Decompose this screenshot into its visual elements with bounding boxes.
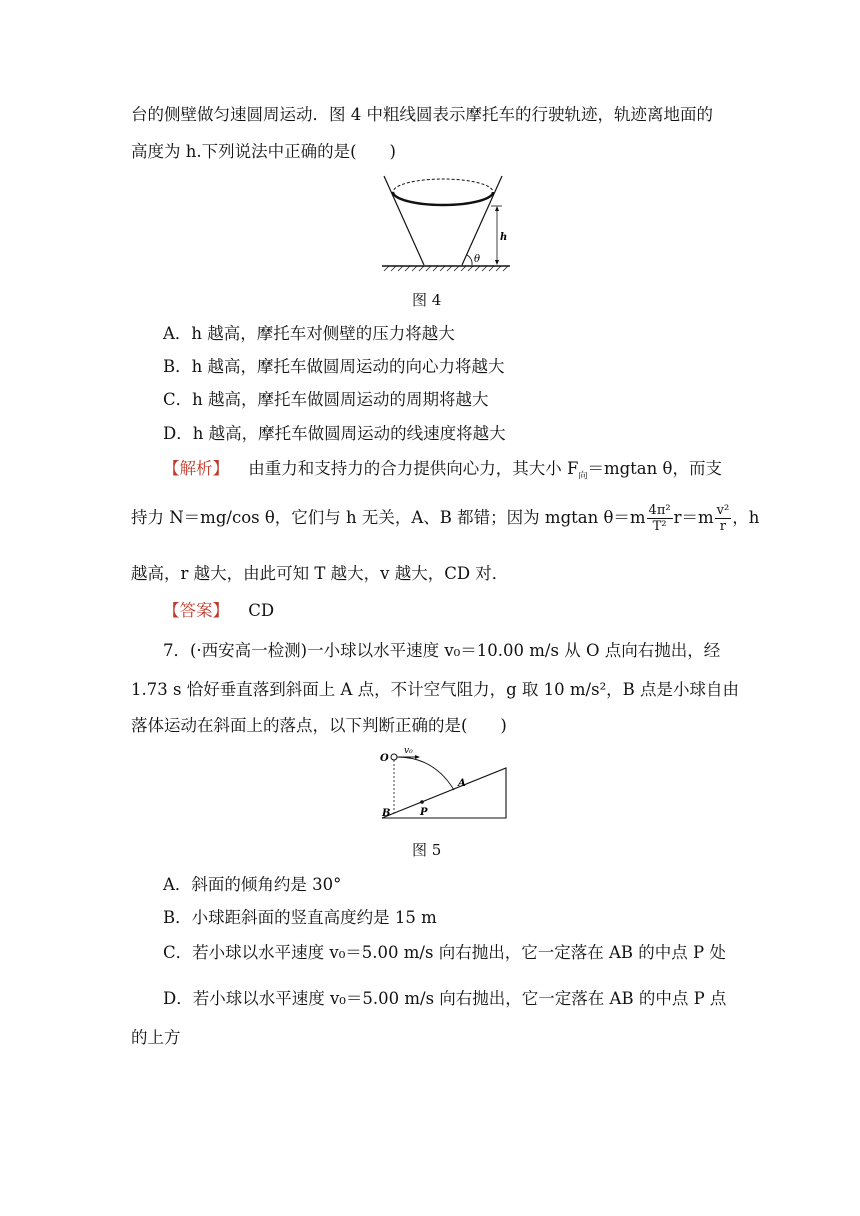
answer-tag: 【答案】 [163,601,229,620]
q6-stem-line1: 台的侧壁做匀速圆周运动．图 4 中粗线圆表示摩托车的行驶轨迹，轨迹离地面的 [131,105,713,124]
q6-option-a: A．h 越高，摩托车对侧壁的压力将越大 [163,324,455,343]
q6-option-b: B．h 越高，摩托车做圆周运动的向心力将越大 [163,357,505,376]
figure-4 [378,172,514,272]
fig5-label-v0: v₀ [404,746,413,756]
fig4-arrow-down [495,260,499,265]
fig5-label-b: B [382,808,391,819]
analysis-text1b: ＝mgtan θ，而支 [587,459,722,478]
q7-option-d-line2: 的上方 [131,1028,181,1047]
q7-stem-line2: 1.73 s 恰好垂直落到斜面上 A 点，不计空气阻力，g 取 10 m/s²，B 点是小球自由 [131,680,740,699]
figure-5 [374,742,512,822]
fraction-v2-r: $\frac{\text{v²}}{r}$ [716,503,730,534]
fig5-arrow-head [415,755,420,759]
q6-option-c: C．h 越高，摩托车做圆周运动的周期将越大 [163,390,489,409]
q7-option-b: B．小球距斜面的竖直高度约是 15 m [163,908,437,927]
q7-option-a: A．斜面的倾角约是 30° [163,875,342,894]
fig4-track-front [393,192,493,205]
answer-value: CD [248,601,275,620]
fig5-incline [382,768,506,818]
figure-4-caption: 图 4 [412,291,442,309]
figure-5-caption: 图 5 [412,841,442,859]
fig4-right-wall [462,176,502,265]
analysis-sub: 向 [578,471,588,482]
fig5-trajectory [397,757,454,790]
fig4-left-wall [384,176,424,265]
analysis-text2b: r＝m [673,508,714,527]
analysis-text2a: 持力 N＝mg/cos θ，它们与 h 无关，A、B 都错；因为 mgtan θ＝m [131,508,646,527]
analysis-line3: 越高，r 越大，由此可知 T 越大，v 越大，CD 对． [131,564,509,583]
fig4-label-theta: θ [474,254,481,265]
analysis-text2c: ，h [732,508,760,527]
analysis-text1a: 由重力和支持力的合力提供向心力，其大小 F [248,459,579,478]
fig5-label-p: P [420,807,428,818]
fraction-4pi2-t2: $\frac{\text{4π²}}{\text{T²}}$ [648,503,671,534]
analysis-tag: 【解析】 [163,459,229,478]
fig5-label-a: A [458,778,466,789]
fig4-ground-hatch [384,266,508,271]
q7-option-c: C．若小球以水平速度 v₀＝5.00 m/s 向右抛出，它一定落在 AB 的中点 P 处 [163,943,726,962]
q6-option-d: D．h 越高，摩托车做圆周运动的线速度将越大 [163,424,506,443]
fig5-ball [391,754,397,760]
answer-line [163,600,274,622]
fig4-label-h: h [500,232,508,243]
fig5-label-o: O [380,753,389,764]
fig4-arrow-up [495,206,499,211]
fig4-angle-arc [467,255,472,265]
q7-stem-line3: 落体运动在斜面上的落点，以下判断正确的是( ) [131,716,507,735]
q7-stem-line1: 7．(·西安高一检测)一小球以水平速度 v₀＝10.00 m/s 从 O 点向右抛出，经 [163,641,721,660]
q6-stem-line2: 高度为 h.下列说法中正确的是( ) [131,142,396,161]
q7-option-d-line1: D．若小球以水平速度 v₀＝5.00 m/s 向右抛出，它一定落在 AB 的中点 P 点 [163,989,727,1008]
fig5-point-p [420,800,424,804]
analysis-line2 [131,503,759,534]
analysis-line1 [163,458,722,487]
